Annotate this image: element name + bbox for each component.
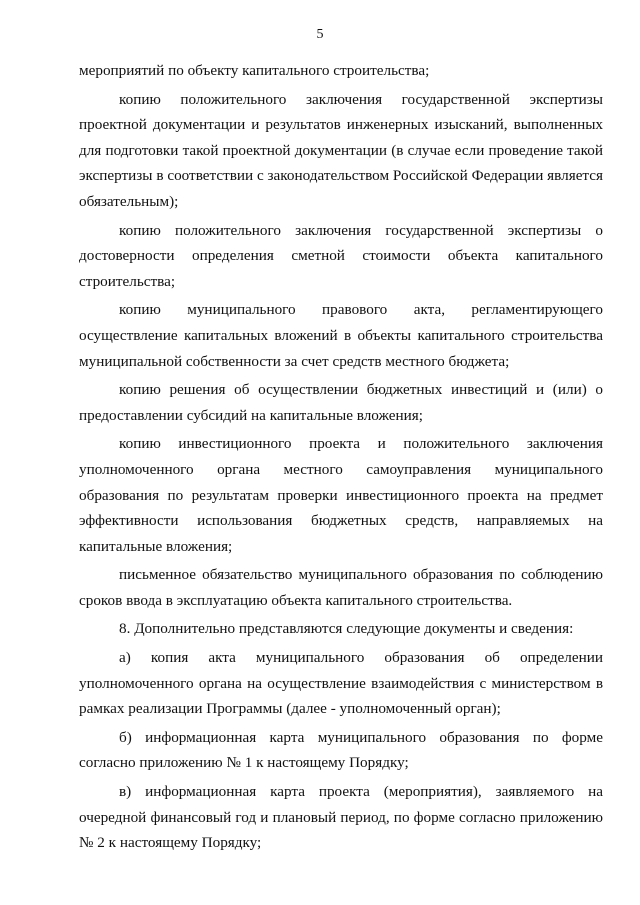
paragraph-written-obligation: письменное обязательство муниципального образования по соблюдению сроков ввода в эксплуатацию объекта капитального строительства. (79, 566, 603, 609)
paragraph-legal-act-copy: копию муниципального правового акта, регламентирующего осуществление капитальных вложений в объекты капитального строительства муниципальной собственности за счет средств местного бюджета; (79, 301, 603, 370)
paragraph-item-b: б) информационная карта муниципального образования по форме согласно приложению № 1 к настоящему Порядку; (79, 728, 603, 772)
paragraph-expertise-copy: копию положительного заключения государственной экспертизы проектной документации и результатов инженерных изысканий, выполненных для подготовки такой проектной документации (в случае если проведение такой экспертизы в соответствии с законодательством Российской Федерации является обязательным); (79, 90, 603, 210)
paragraph-investment-decision-copy: копию решения об осуществлении бюджетных инвестиций и (или) о предоставлении субсидий на капитальные вложения; (79, 381, 603, 424)
page-number: 5 (316, 27, 324, 42)
paragraph-item-a: а) копия акта муниципального образования об определении уполномоченного органа на осуществление взаимодействия с министерством в рамках реализации Программы (далее - уполномоченный орган); (79, 649, 603, 718)
paragraph-investment-project-copy: копию инвестиционного проекта и положительного заключения уполномоченного органа местного самоуправления муниципального образования по результатам проверки инвестиционного проекта на предмет эффективности использования бюджетных средств, направляемых на капитальные вложения; (79, 435, 603, 555)
paragraph-section-8-heading: 8. Дополнительно представляются следующие документы и сведения: (119, 620, 574, 638)
paragraph-continuation: мероприятий по объекту капитального строительства; (79, 62, 430, 79)
document-body (79, 58, 603, 856)
paragraph-item-v: в) информационная карта проекта (мероприятия), заявляемого на очередной финансовый год и плановый период, по форме согласно приложению № 2 к настоящему Порядку; (79, 783, 603, 852)
paragraph-estimate-copy: копию положительного заключения государственной экспертизы о достоверности определения сметной стоимости объекта капитального строительства; (79, 221, 603, 290)
